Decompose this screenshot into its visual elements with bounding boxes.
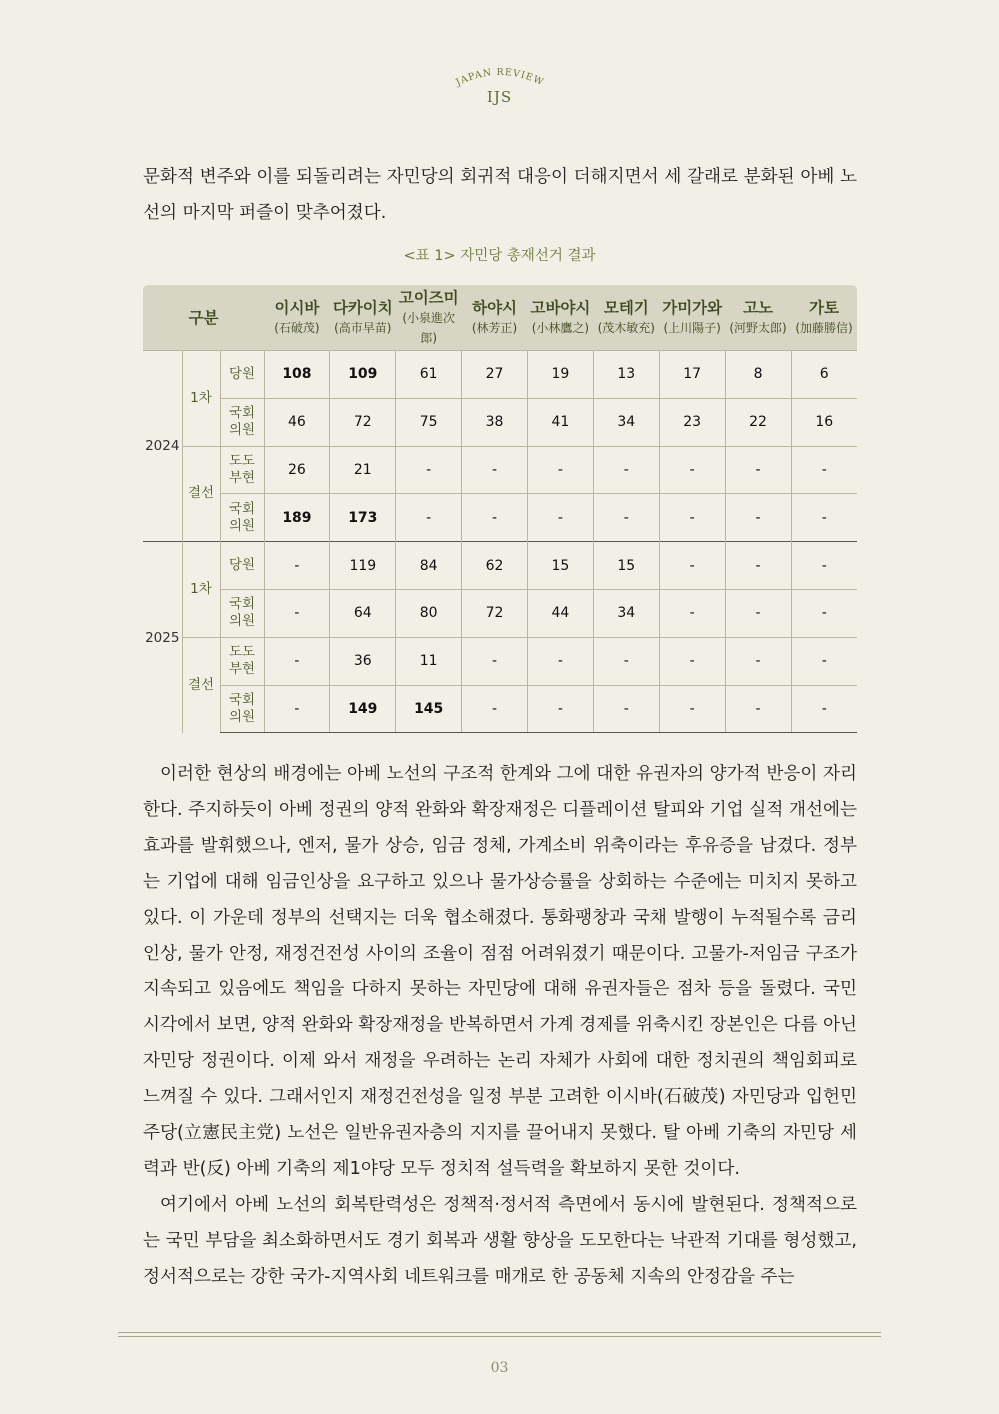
vote-type-cell: 국회 의원: [220, 494, 264, 542]
vote-count-cell: 80: [396, 589, 462, 637]
vote-count-cell: 173: [330, 494, 396, 542]
vote-count-cell: 44: [528, 589, 594, 637]
year-cell: 2025: [143, 542, 182, 733]
vote-count-cell: -: [593, 446, 659, 494]
vote-count-cell: -: [264, 685, 330, 733]
candidate-header: [593, 285, 659, 351]
table-row: [143, 685, 857, 733]
vote-count-cell: 8: [725, 351, 791, 399]
candidate-hanja: (高市早苗): [334, 320, 392, 335]
vote-type-cell: 국회 의원: [220, 589, 264, 637]
vote-count-cell: -: [396, 494, 462, 542]
table-row: [143, 589, 857, 637]
vote-count-cell: -: [725, 685, 791, 733]
vote-count-cell: -: [528, 637, 594, 685]
vote-count-cell: -: [462, 685, 528, 733]
vote-count-cell: -: [725, 637, 791, 685]
candidate-hanja: (加藤勝信): [795, 320, 853, 335]
vote-count-cell: 23: [659, 398, 725, 446]
vote-count-cell: -: [528, 446, 594, 494]
candidate-header: [725, 285, 791, 351]
vote-count-cell: 15: [593, 542, 659, 590]
svg-text:JAPAN REVIEW: [453, 67, 545, 89]
vote-count-cell: 46: [264, 398, 330, 446]
vote-count-cell: 84: [396, 542, 462, 590]
table-header-row: [143, 285, 857, 351]
vote-count-cell: -: [593, 637, 659, 685]
vote-count-cell: -: [659, 542, 725, 590]
vote-count-cell: 149: [330, 685, 396, 733]
candidate-header: [396, 285, 462, 351]
vote-count-cell: 75: [396, 398, 462, 446]
vote-count-cell: -: [528, 494, 594, 542]
candidate-name: 하야시: [472, 298, 518, 317]
candidate-name: 고노: [743, 298, 774, 317]
vote-count-cell: -: [593, 494, 659, 542]
vote-count-cell: 22: [725, 398, 791, 446]
candidate-header: [528, 285, 594, 351]
candidate-name: 고바야시: [530, 298, 591, 317]
vote-count-cell: -: [659, 446, 725, 494]
round-cell: 결선: [182, 446, 220, 542]
vote-type-cell: 국회 의원: [220, 685, 264, 733]
vote-type-cell: 도도 부현: [220, 637, 264, 685]
vote-count-cell: 21: [330, 446, 396, 494]
vote-type-cell: 당원: [220, 542, 264, 590]
vote-count-cell: 27: [462, 351, 528, 399]
candidate-hanja: (小林鷹之): [531, 320, 590, 335]
category-header: 구분: [143, 285, 264, 351]
vote-count-cell: 72: [462, 589, 528, 637]
vote-count-cell: -: [462, 494, 528, 542]
candidate-name: 가미가와: [662, 298, 723, 317]
intro-text: 문화적 변주와 이를 되돌리려는 자민당의 회귀적 대응이 더해지면서 세 갈래로 분화된 아베 노선의 마지막 퍼즐이 맞추어졌다.: [143, 167, 857, 223]
vote-count-cell: 189: [264, 494, 330, 542]
vote-count-cell: -: [264, 637, 330, 685]
vote-count-cell: 41: [528, 398, 594, 446]
logo-brand: IJS: [486, 88, 513, 106]
vote-count-cell: 13: [593, 351, 659, 399]
vote-count-cell: -: [725, 446, 791, 494]
vote-count-cell: 38: [462, 398, 528, 446]
vote-count-cell: 61: [396, 351, 462, 399]
vote-count-cell: 34: [593, 589, 659, 637]
candidate-header: [330, 285, 396, 351]
vote-count-cell: -: [264, 542, 330, 590]
page-number: 03: [490, 1360, 509, 1376]
year-cell: 2024: [143, 351, 182, 542]
candidate-hanja: (上川陽子): [663, 320, 721, 335]
vote-count-cell: 17: [659, 351, 725, 399]
candidate-hanja: (林芳正): [471, 320, 518, 335]
candidate-name: 가토: [809, 298, 839, 317]
vote-count-cell: 64: [330, 589, 396, 637]
vote-count-cell: -: [725, 542, 791, 590]
round-cell: 1차: [182, 351, 220, 447]
candidate-hanja: (小泉進次郎): [402, 310, 456, 345]
vote-count-cell: 11: [396, 637, 462, 685]
table-row: [143, 446, 857, 494]
election-results-table: [143, 285, 857, 733]
table-row: [143, 637, 857, 685]
candidate-header: [659, 285, 725, 351]
table-row: [143, 398, 857, 446]
vote-count-cell: -: [659, 637, 725, 685]
vote-count-cell: -: [462, 637, 528, 685]
vote-type-cell: 도도 부현: [220, 446, 264, 494]
vote-count-cell: 19: [528, 351, 594, 399]
vote-count-cell: 34: [593, 398, 659, 446]
vote-type-cell: 국회 의원: [220, 398, 264, 446]
vote-count-cell: 145: [396, 685, 462, 733]
candidate-hanja: (河野太郎): [729, 320, 787, 335]
vote-count-cell: 109: [330, 351, 396, 399]
logo-arc-label: JAPAN REVIEW: [453, 66, 546, 89]
vote-count-cell: -: [264, 589, 330, 637]
vote-count-cell: -: [528, 685, 594, 733]
vote-count-cell: -: [791, 685, 857, 733]
candidate-header: [264, 285, 330, 351]
candidate-name: 고이즈미: [398, 288, 459, 307]
vote-count-cell: -: [659, 589, 725, 637]
round-cell: 결선: [182, 637, 220, 733]
footer-rule-top: [118, 1332, 881, 1333]
vote-count-cell: -: [725, 494, 791, 542]
vote-count-cell: 26: [264, 446, 330, 494]
candidate-header: [462, 285, 528, 351]
candidate-hanja: (石破茂): [274, 320, 320, 335]
table-caption: <표 1> 자민당 총재선거 결과: [403, 248, 596, 264]
vote-count-cell: 6: [791, 351, 857, 399]
table-row: [143, 351, 857, 399]
vote-count-cell: 72: [330, 398, 396, 446]
vote-count-cell: -: [791, 446, 857, 494]
round-cell: 1차: [182, 542, 220, 638]
vote-count-cell: 36: [330, 637, 396, 685]
footer-rule-bottom: [118, 1336, 881, 1337]
candidate-name: 모테기: [603, 298, 649, 317]
intro-paragraph: [143, 160, 857, 232]
vote-count-cell: 108: [264, 351, 330, 399]
table-row: [143, 542, 857, 590]
candidate-name: 이시바: [274, 298, 320, 317]
vote-count-cell: -: [725, 589, 791, 637]
vote-count-cell: -: [791, 494, 857, 542]
vote-count-cell: -: [396, 446, 462, 494]
body-text: [143, 757, 857, 1296]
body-paragraph-2: 여기에서 아베 노선의 회복탄력성은 정책적·정서적 측면에서 동시에 발현된다. 정책적으로는 국민 부담을 최소화하면서도 경기 회복과 생활 향상을 도모한다는 낙관적 기대를 형성했고, 정서적으로는 강한 국가-지역사회 네트워크를 매개로 한 공동체 지속의 안정감을 주는: [143, 1194, 857, 1287]
vote-count-cell: -: [791, 637, 857, 685]
vote-type-cell: 당원: [220, 351, 264, 399]
candidate-hanja: (茂木敏充): [597, 320, 655, 335]
vote-count-cell: -: [659, 685, 725, 733]
vote-count-cell: 16: [791, 398, 857, 446]
vote-count-cell: 119: [330, 542, 396, 590]
body-paragraph-1: 이러한 현상의 배경에는 아베 노선의 구조적 한계와 그에 대한 유권자의 양가적 반응이 자리한다. 주지하듯이 아베 정권의 양적 완화와 확장재정은 디플레이션 탈피와 기업 실적 개선에는 효과를 발휘했으나, 엔저, 물가 상승, 임금 정체, 가계소비 위축이라는 후유증을 남겼다. 정부는 기업에 대해 임금인상을 요구하고 있으나 물가상승률을 상회하는 수준에는 미치지 못하고 있다. 이 가운데 정부의 선택지는 더욱 협소해졌다. 통화팽창과 국채 발행이 누적될수록 금리 인상, 물가 안정, 재정건전성 사이의 조율이 점점 어려워졌기 때문이다. 고물가-저임금 구조가 지속되고 있음에도 책임을 다하지 못하는 자민당에 대해 유권자들은 점차 등을 돌렸다. 국민 시각에서 보면, 양적 완화와 확장재정을 반복하면서 가계 경제를 위축시킨 장본인은 다름 아닌 자민당 정권이다. 이제 와서 재정을 우려하는 논리 자체가 사회에 대한 정치권의 책임회피로 느껴질 수 있다. 그래서인지 재정건전성을 일정 부분 고려한 이시바(石破茂) 자민당과 입헌민주당(立憲民主党) 노선은 일반유권자층의 지지를 끌어내지 못했다. 탈 아베 기축의 자민당 세력과 반(反) 아베 기축의 제1야당 모두 정치적 설득력을 확보하지 못한 것이다.: [143, 764, 857, 1179]
candidate-name: 다카이치: [332, 298, 393, 317]
candidate-header: [791, 285, 857, 351]
journal-logo: [0, 62, 999, 106]
table-row: [143, 494, 857, 542]
vote-count-cell: -: [791, 542, 857, 590]
vote-count-cell: -: [791, 589, 857, 637]
vote-count-cell: -: [462, 446, 528, 494]
vote-count-cell: -: [659, 494, 725, 542]
vote-count-cell: 62: [462, 542, 528, 590]
vote-count-cell: -: [593, 685, 659, 733]
vote-count-cell: 15: [528, 542, 594, 590]
